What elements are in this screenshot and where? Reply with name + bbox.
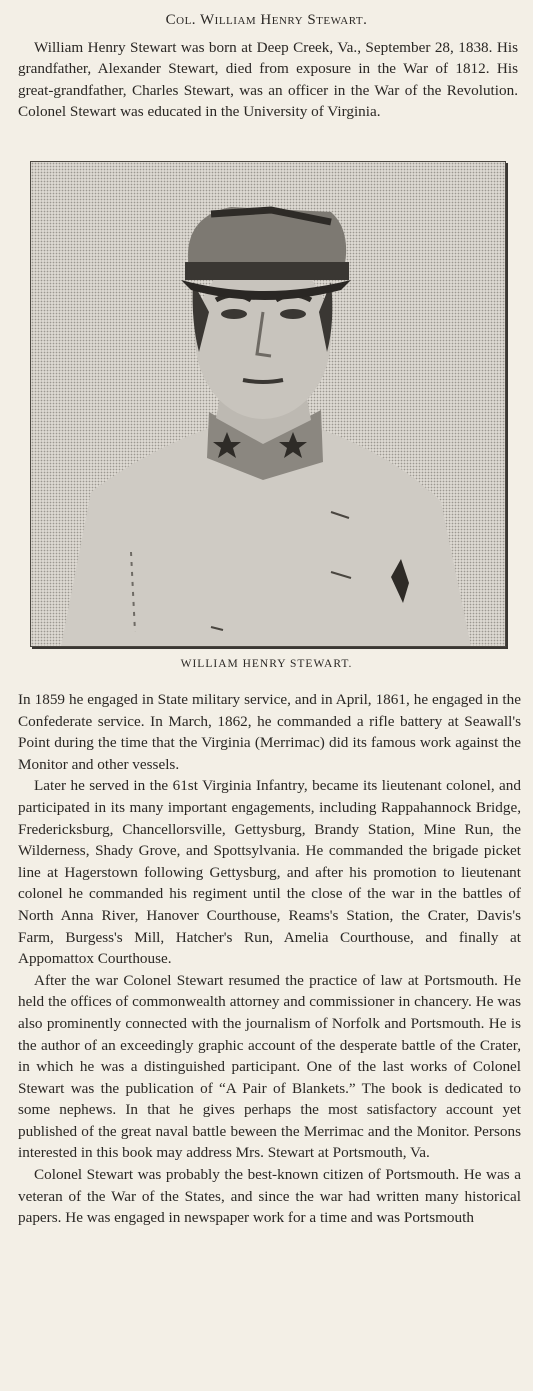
- body-paragraph: After the war Colonel Stewart resumed the practice of law at Portsmouth. He held the offices of commonwealth attorney and commissioner in chancery. He was also prominently connected with the journalism of Norfolk and Portsmouth. He is the author of an exceedingly graphic account of the desperate battle of the Crater, in which he was a distinguished participant. One of the last works of Colonel Stewart was the publication of “A Pair of Blankets.” The book is dedicated to some nephews. In that he gives perhaps the most satisfactory account yet published of the great naval battle beween the Merrimac and the Monitor. Persons interested in this book may address Mrs. Stewart at Portsmouth, Va.: [18, 971, 521, 1162]
- portrait-photo: [30, 161, 506, 647]
- body-paragraph: In 1859 he engaged in State military service, and in April, 1861, he engaged in the Confederate service. In March, 1862, he commanded a rifle battery at Seawall's Point during the time that the Virginia (Merrimac) did its famous work against the Monitor and other vessels.: [18, 691, 521, 773]
- portrait-illustration: [31, 162, 505, 646]
- intro-paragraph: William Henry Stewart was born at Deep Creek, Va., September 28, 1838. His grandfather, Alexander Stewart, died from exposure in the War of 1812. His great-grandfather, Charles Stewart, was an officer in the War of the Revolution. Colonel Stewart was educated in the University of Virginia.: [18, 39, 518, 121]
- photo-caption: WILLIAM HENRY STEWART.: [180, 658, 353, 670]
- body-paragraph: Colonel Stewart was probably the best-known citizen of Portsmouth. He was a veteran of the War of the States, and since the war had written many historical papers. He was engaged in newspaper work for a time and was Portsmouth: [18, 1166, 521, 1227]
- page-title: Col. William Henry Stewart.: [165, 12, 368, 28]
- body-text: [18, 689, 521, 1229]
- body-paragraph: Later he served in the 61st Virginia Infantry, became its lieutenant colonel, and participated in its many important engagements, including Rappahannock Bridge, Fredericksburg, Chancellorsville, Gettysburg, Brandy Station, Mine Run, the Wilderness, Shady Grove, and Spottsylvania. He commanded the brigade picket line at Hagerstown following Gettysburg, and after his promotion to lieutenant colonel he commanded his regiment until the close of the war in the battles of North Anna River, Hanover Courthouse, Reams's Station, the Crater, Davis's Farm, Burgess's Mill, Hatcher's Run, Amelia Courthouse, and finally at Appomattox Courthouse.: [18, 777, 521, 968]
